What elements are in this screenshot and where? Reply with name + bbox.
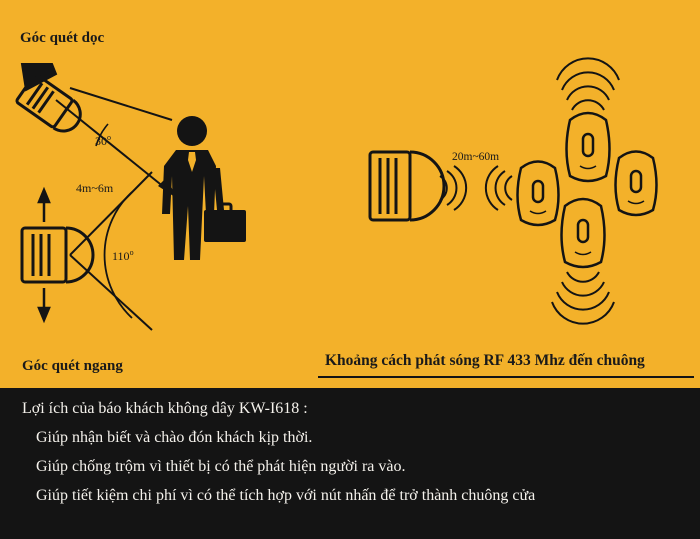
label-distance-range: 20m~60m [452, 151, 500, 163]
horizontal-angle-unit: o [129, 248, 134, 257]
chime-receiver-bottom [562, 199, 605, 267]
vertical-beam-cone [56, 88, 178, 199]
label-detect-range: 4m~6m [76, 181, 114, 195]
benefit-item: Giúp chống trộm vì thiết bị có thể phát hiện người ra vào. [36, 458, 406, 475]
vertical-angle-unit: o [107, 133, 111, 142]
benefit-item: Giúp nhận biết và chào đón khách kịp thời. [36, 429, 313, 446]
benefits-title: Lợi ích của báo khách không dây KW-I618 : [22, 400, 308, 417]
benefits-panel [0, 388, 700, 539]
sensor-tilted-icon [16, 64, 87, 138]
label-vertical-angle [95, 133, 111, 149]
label-horizontal-angle [112, 248, 134, 264]
vertical-angle-value: 30 [95, 134, 107, 148]
chime-receiver-top [567, 113, 610, 181]
person-silhouette [162, 116, 246, 260]
sensor-front-icon [22, 228, 93, 282]
label-vertical-scan: Góc quét dọc [20, 30, 105, 46]
rf-wave-left [486, 166, 512, 210]
label-horizontal-scan: Góc quét ngang [22, 358, 123, 374]
horizontal-angle-value: 110 [112, 249, 130, 263]
benefit-item: Giúp tiết kiệm chi phí vì có thể tích hợp với nút nhấn để trở thành chuông cửa [36, 487, 536, 504]
label-rf-range-caption: Khoảng cách phát sóng RF 433 Mhz đến chuông [325, 352, 645, 369]
rf-sensor-icon [370, 152, 444, 220]
chime-sound-waves-bottom [552, 272, 614, 324]
chime-receiver-right [616, 152, 657, 216]
chime-sound-waves-top [557, 58, 619, 110]
chime-receiver-left [518, 162, 559, 226]
